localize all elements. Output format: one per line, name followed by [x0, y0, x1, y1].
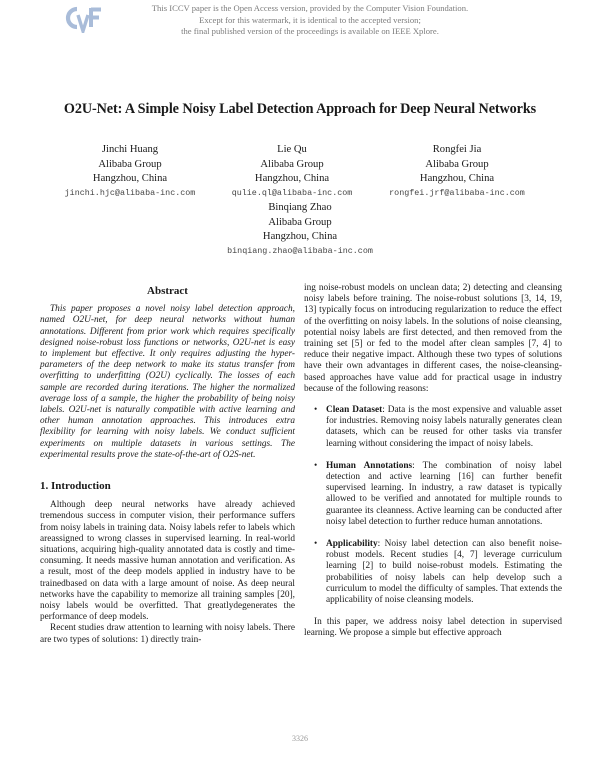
intro-closing: In this paper, we address noisy label detection in supervised learning. We propose a simple but effective approach — [304, 617, 562, 639]
page-number: 3326 — [292, 734, 308, 743]
section-heading: 1. Introduction — [40, 480, 111, 493]
left-column — [40, 286, 295, 646]
author-name: Binqiang Zhao — [268, 202, 332, 213]
open-access-watermark — [0, 3, 600, 38]
abstract-text: This paper proposes a novel noisy label detection approach, named O2U-net, for deep neural networks without human annotations. Different from prior work which requires specifically designed noise-robust loss functions or networks, O2U-net is easy to implement but effective. It only requires adjusting the hyper-parameters of the deep network to make its status transfer from overfitting to underfitting (O2U) cyclically. The losses of each sample are recorded during iterations. The higher the normalized average loss of a sample, the higher the probability of being noisy labels. O2U-net is naturally compatible with active learning and other human annotation approaches. This introduces extra flexibility for learning with noisy labels. We conduct sufficient experiments on multiple datasets in various settings. The experimental results prove the state-of-the-art of O2S-net. — [40, 304, 295, 460]
watermark-line: Except for this watermark, it is identical to the accepted version; — [199, 14, 421, 25]
author-email[interactable]: jinchi.hjc@alibaba-inc.com — [64, 187, 196, 198]
intro-paragraph: Recent studies draw attention to learning with noisy labels. There are two types of solutions: 1) directly train- — [40, 623, 295, 645]
bullet-text: : Data is the most expensive and valuable asset for industries. Removing noisy labels naturally generates clean datasets, which can be reused for other tasks via transfer learning without considering the impact of noisy labels. — [326, 405, 563, 449]
bullet-term: Human Annotations — [326, 460, 413, 471]
author-block — [377, 143, 537, 200]
author-block — [210, 201, 390, 258]
author-location: Hangzhou, China — [419, 173, 495, 184]
author-email[interactable]: binqiang.zhao@alibaba-inc.com — [227, 245, 373, 256]
list-item — [326, 461, 562, 528]
bullet-term: Applicability — [326, 539, 378, 550]
watermark-line: the final published version of the proceedings is available on IEEE Xplore. — [181, 26, 439, 36]
author-org: Alibaba Group — [260, 158, 324, 170]
author-org: Alibaba Group — [268, 216, 332, 228]
author-org: Alibaba Group — [425, 158, 489, 170]
reasons-list — [304, 405, 562, 606]
author-block — [55, 143, 205, 200]
author-location: Hangzhou, China — [92, 173, 168, 184]
bullet-text: : Noisy label detection can also benefit noise-robust models. Recent studies [4, 7] leverage curriculum learning [2] to build noise-robust models. Estimating the probabilities of noisy labels can help develop such a curriculum to model the difficulty of samples. That extends the applicability of noise cleansing models. — [326, 539, 562, 606]
author-location: Hangzhou, China — [254, 173, 330, 184]
author-email[interactable]: qulie.ql@alibaba-inc.com — [231, 187, 353, 198]
author-email[interactable]: rongfei.jrf@alibaba-inc.com — [389, 187, 525, 198]
author-name: Lie Qu — [277, 144, 307, 155]
paper-title: O2U-Net: A Simple Noisy Label Detection Approach for Deep Neural Networks — [63, 101, 537, 117]
author-location: Hangzhou, China — [262, 231, 338, 242]
watermark-line: This ICCV paper is the Open Access version, provided by the Computer Vision Foundation. — [151, 3, 469, 13]
right-column — [304, 283, 562, 640]
author-name: Jinchi Huang — [101, 144, 159, 155]
list-item — [326, 539, 562, 606]
list-item — [326, 405, 562, 450]
intro-paragraph-continued: ing noise-robust models on unclean data; 2) detecting and cleansing noisy labels before training. The noise-robust solutions [3, 14, 19, 13] typically focus on introducing regularization to reduce the effect of the overfitting on noisy labels. In the solutions of noise cleansing, potential noisy labels are first detected, and then removed from the training set [5] or fed to the model after clean samples [7, 4] to reduce their negative impact. Although these two types of solutions have their own advantages in different cases, the noise-cleansing-based approaches have value add for practical usage in industry because of the following reasons: — [304, 283, 562, 394]
author-name: Rongfei Jia — [432, 144, 482, 155]
abstract-heading: Abstract — [147, 285, 188, 297]
intro-paragraph: Although deep neural networks have already achieved tremendous success in computer vision, their performance suffers from noisy labels in training data. Noisy labels refer to labels which areassigned to wrong classes in supervised learning. In real-world situations, acquiring high-quality annotated data is costly and time-consuming. It needs massive human annotation and verification. As a result, most of the deep models applied in industry have to be trainedbased on data with a large amount of noise. As deep neural networks have the capability to memorize all training samples [20], noisy labels would be overfitted. That greatlydegenerates the performance of deep models. — [40, 500, 295, 623]
author-block — [217, 143, 367, 200]
bullet-text: : The combination of noisy label detection and active learning [16] can further benefit supervised learning. In industry, a raw dataset is typically allowed to be verified and annotated for multiple rounds to guarantee its cleanness. Active learning can be conducted after noisy label detection to further reduce human annotations. — [326, 460, 562, 527]
author-org: Alibaba Group — [98, 158, 162, 170]
bullet-term: Clean Dataset — [326, 405, 383, 416]
